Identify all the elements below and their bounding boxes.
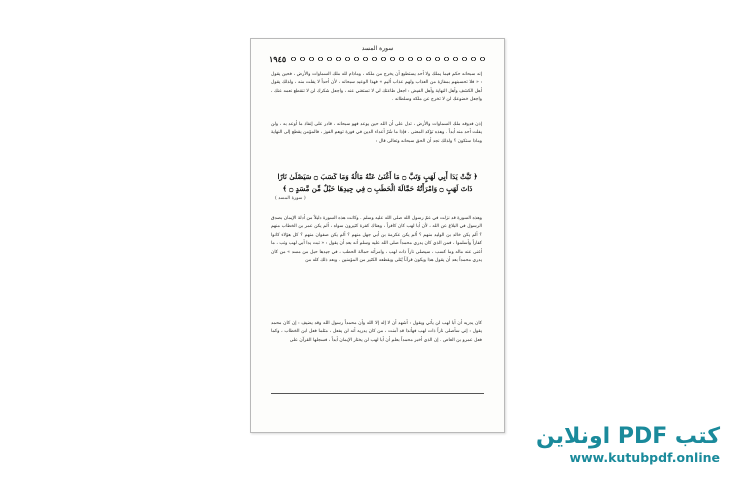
footer-rule [271, 393, 484, 394]
paragraph-4: كان يدريه أن أبا لهب لن يأتي ويقول : أشهد أن لا إله إلا الله وأن محمداً رسول الله وقد يضيف : إن كان محمد يقول : إني سأصلى ناراً ذات لهب فهأنذا قد آمنت ، من كان يدريه أنه لن يفعل ، مثلما فعل ابن الخطاب ، وكما فعل عمرو بن العاص . إن الذي أخبر محمداً بعلم أن أبا لهب لن يختار الإيمان أبداً ، فسجلها القرآن على [271, 321, 482, 343]
chain-border-icon [289, 55, 486, 63]
site-watermark [536, 424, 720, 466]
verse-line-1: ﴿ تَبَّتْ يَدَا أَبِي لَهَبٍ وَتَبَّ ۝ مَا أَغْنَىٰ عَنْهُ مَالُهُ وَمَا كَسَبَ ۝ سَيَصْلَىٰ نَارًا [277, 172, 478, 181]
verse-line-2: ذَاتَ لَهَبٍ ۝ وَامْرَأَتُهُ حَمَّالَةَ الْحَطَبِ ۝ فِي جِيدِهَا حَبْلٌ مِّن مَّسَدٍ ۝ ﴾ [282, 184, 473, 193]
surah-header-title: سورة المسد [361, 45, 394, 52]
paragraph-2: إذن فدوقه ملك السماوات والأرض ، تدل على أن الله حين يوعد فهو سبحانه ، قادر على إنفاذ ما أوعد به ، ولن يفلت أحد منه أبداً . وهذه تؤكد المعنى . فإذا ما سُرّ أعداء الدين في فورة توهم الفوز ، فالمؤمن يقطع إلى النهاية وماذا ستكون ؟ ولذلك نجد أن الحق سبحانه وتعالى قال : [271, 122, 482, 144]
quran-verse [273, 171, 482, 195]
header-ornament [269, 53, 486, 65]
page-number: ١٩٤٥ [269, 54, 287, 64]
watermark-title: كتب PDF اونلاين [535, 424, 720, 449]
paragraph-1: إنه سبحانه حكم فيما يملك ولا أحد يستطيع أن يخرج من ملكه ، وماذام لله ملك السماوات والأرض ، فحين يقول : « فلا تحسبنهم بمفازة من العذاب ولهم عذاب أليم » فهذا الوعيد سبحانه ، لأن أحداً لا يفلت منه ، ولذلك يقول أهل الكشف وأهل النهاية وأهل الفيض : اجعل طاعتك لي لا تستغني عنه ، واجعل شكرك لن لا تنقطع نعمه عنك ، واجعل خضوعك لن لا تخرج عن ملكه وسلطانه . [271, 72, 482, 103]
watermark-url: www.kutubpdf.online [569, 450, 720, 465]
book-page [250, 38, 505, 433]
surah-reference: ( سورة المسد ) [275, 196, 306, 201]
paragraph-3: وهذه السورة قد نزلت في عمّ رسول الله صلى الله عليه وسلم . وكانت هذه السورة دليلاً من أدلة الإيمان بصدق الرسول في البلاغ عن الله ، لأن أبا لهب كان كافراً ، وهناك كفرة كثيرون سواه ، ألم يكن عمر بن الخطاب منهم ؟ ألم يكن خالد بن الوليد منهم ؟ ألم يكن عكرمة بن أبي جهل منهم ؟ ألم يكن صفوان منهم ؟ كل هؤلاء كانوا كفاراً وأسلموا ، فمن الذي كان يدري محمداً صلى الله عليه وسلم أنه بعد أن يقول : « تبت يدا أبي لهب وتب ، ما أغنى عنه ماله وما كسب ، سيصلى ناراً ذات لهب ، وامرأته حمالة الحطب ، في جيدها حبل من مسد » من كان يدري محمداً بعد أن يقول هذا ويكون قرآناً يُتلى ويقطعه الكثير من المؤمنين . وبعد ذلك كله من [271, 216, 482, 264]
